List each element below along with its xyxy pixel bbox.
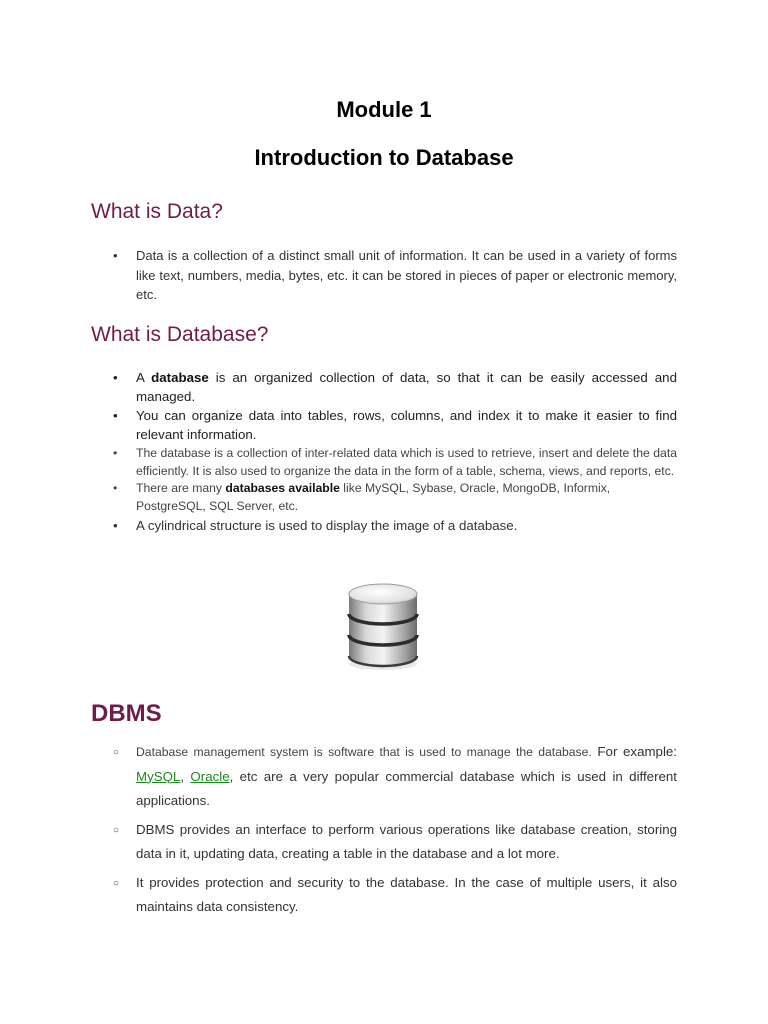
list-item-small-text: Database management system is software that is used to manage the database. [136,745,592,759]
list-item [91,818,677,867]
list-item-text: The database is a collection of inter-related data which is used to retrieve, insert and delete the data efficiently. It is also used to organize the data in the form of a table, schema, views, and reports, etc. [136,446,677,478]
mysql-link[interactable]: MySQL [136,768,181,784]
circle-bullet-icon: ○ [113,747,120,758]
oracle-link[interactable]: Oracle [190,768,230,784]
what-is-data-list [91,246,677,305]
list-item-text: A cylindrical structure is used to display the image of a database. [136,518,518,533]
what-is-database-list [91,369,677,535]
list-item-separator: , [180,768,191,784]
list-item [91,871,677,920]
circle-bullet-icon: ○ [113,824,120,836]
bullet-icon: • [113,446,118,460]
database-cylinder-icon [343,580,423,672]
list-item-text: It provides protection and security to the database. In the case of multiple users, it also maintains data consistency. [136,874,677,914]
list-item-text: , etc are a very popular commercial database which is used in different applications. [136,768,677,808]
dbms-list [91,740,677,924]
bullet-icon: • [113,248,118,263]
bullet-icon: • [113,408,118,423]
list-item-bold: databases available [225,481,340,495]
bullet-icon: • [113,481,118,495]
document-title: Introduction to Database [254,145,514,170]
bullet-icon: • [113,518,118,533]
list-item [91,246,677,305]
list-item-bold: database [151,370,209,385]
list-item [91,740,677,814]
what-is-data-heading: What is Data? [91,200,223,223]
list-item-text: For example: [591,744,677,759]
list-item [91,407,677,444]
module-title: Module 1 [336,97,432,122]
list-item [91,480,677,515]
list-item [91,516,677,535]
list-item [91,445,677,480]
dbms-heading: DBMS [91,700,162,727]
list-item-prefix: A [136,370,152,385]
list-item-text: Data is a collection of a distinct small unit of information. It can be used in a variety of forms like text, numbers, media, bytes, etc. it can be stored in pieces of paper or electronic memory, etc. [136,248,677,302]
circle-bullet-icon: ○ [113,877,120,889]
what-is-database-heading: What is Database? [91,323,269,346]
list-item-text: like MySQL, Sybase, Oracle, MongoDB, Informix, PostgreSQL, SQL Server, etc. [136,481,611,513]
list-item-prefix: There are many [136,481,226,495]
list-item-text: You can organize data into tables, rows, columns, and index it to make it easier to find relevant information. [136,408,677,442]
bullet-icon: • [113,370,118,385]
list-item-text: DBMS provides an interface to perform various operations like database creation, storing data in it, updating data, creating a table in the database and a lot more. [136,821,677,861]
list-item [91,369,677,406]
list-item-text: is an organized collection of data, so that it can be easily accessed and managed. [136,370,677,404]
